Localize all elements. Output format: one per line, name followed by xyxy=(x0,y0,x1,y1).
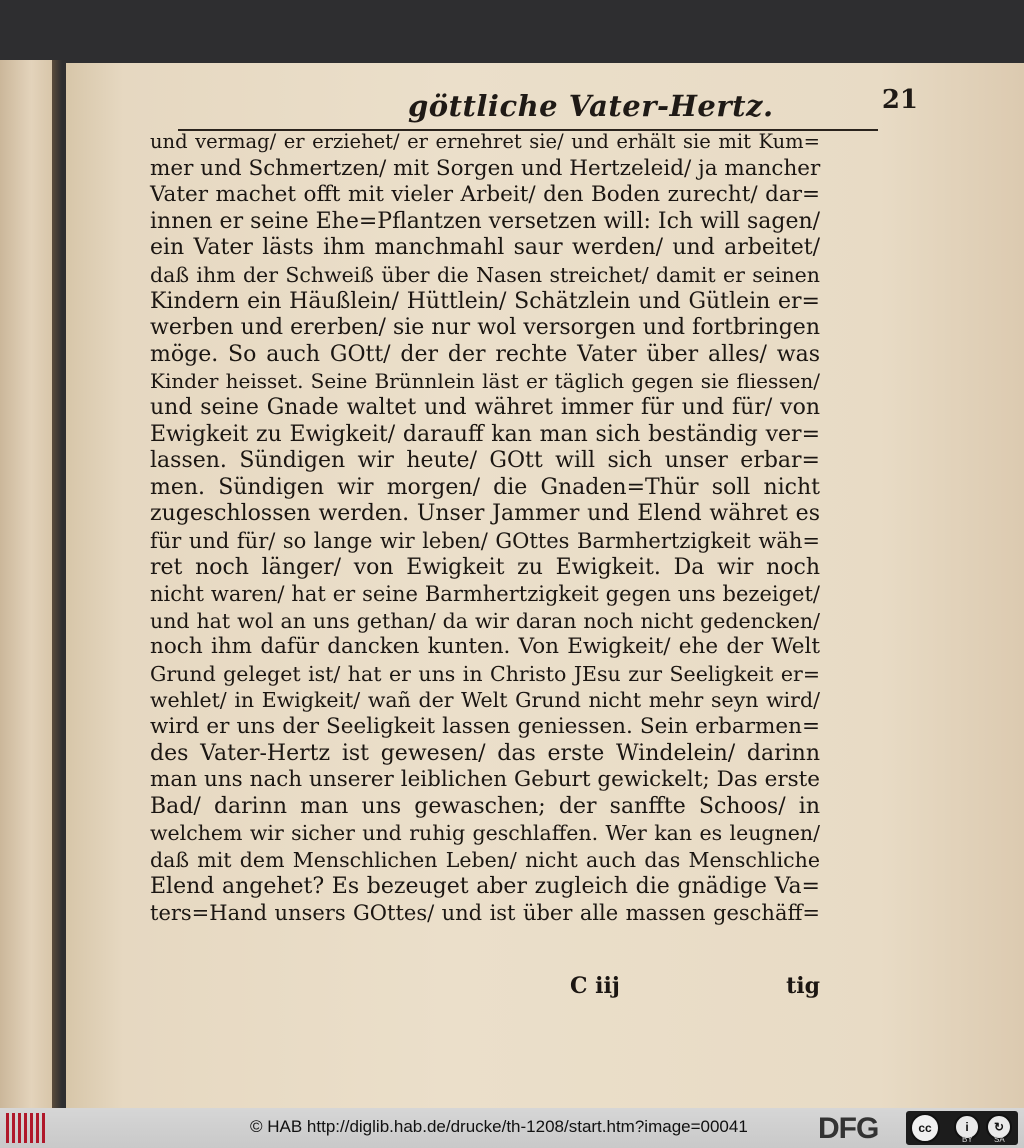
text-line: wird er uns der Seeligkeit lassen geniessen. Sein erbarmen= xyxy=(150,714,820,740)
text-line: Kinder heisset. Seine Brünnlein läst er täglich gegen sie fliessen/ xyxy=(150,369,820,394)
text-line: und hat wol an uns gethan/ da wir daran noch nicht gedencken/ xyxy=(150,608,820,633)
text-line: ters=Hand unsers GOttes/ und ist über alle massen geschäff= xyxy=(150,901,820,926)
running-title: göttliche Vater-Hertz. xyxy=(408,89,774,123)
credit-link[interactable]: © HAB http://diglib.hab.de/drucke/th-1208/start.htm?image=00041 xyxy=(250,1117,748,1136)
text-line: Bad/ darinn man uns gewaschen; der sanffte Schoos/ in xyxy=(150,793,820,819)
gutter-shadow xyxy=(52,60,62,1110)
catchword: tig xyxy=(786,973,820,999)
text-line: mer und Schmertzen/ mit Sorgen und Hertzeleid/ ja mancher xyxy=(150,155,821,181)
text-line: Grund geleget ist/ hat er uns in Christo JEsu zur Seeligkeit er= xyxy=(150,661,820,686)
text-line: zugeschlossen werden. Unser Jammer und Elend währet es xyxy=(150,501,820,527)
hab-barcode-logo xyxy=(6,1113,46,1143)
text-line: Vater machet offt mit vieler Arbeit/ den Boden zurecht/ dar= xyxy=(150,182,820,208)
dfg-logo: DFG xyxy=(818,1112,879,1145)
text-line: nicht waren/ hat er seine Barmhertzigkeit gegen uns bezeiget/ xyxy=(150,582,820,607)
text-line: Elend angehet? Es bezeuget aber zugleich die gnädige Va= xyxy=(150,873,820,899)
text-line: innen er seine Ehe=Pflantzen versetzen will: Ich will sagen/ xyxy=(150,208,821,234)
sa-label: SA xyxy=(994,1135,1005,1144)
signature-mark: C iij xyxy=(570,973,620,999)
cc-license-badge[interactable] xyxy=(906,1111,1018,1145)
text-line: lassen. Sündigen wir heute/ GOtt will sich unser erbar= xyxy=(150,448,820,474)
text-line: noch ihm dafür dancken kunten. Von Ewigkeit/ ehe der Welt xyxy=(150,634,820,660)
text-line: werben und ererben/ sie nur wol versorgen und fortbringen xyxy=(150,315,820,341)
footer-bar xyxy=(0,1108,1024,1148)
attribution-icon: i xyxy=(954,1114,980,1140)
text-line: welchem wir sicher und ruhig geschlaffen. Wer kan es leugnen/ xyxy=(150,821,820,846)
text-line: ein Vater lästs ihm manchmahl saur werden/ und arbeitet/ xyxy=(150,235,820,261)
text-line: möge. So auch GOtt/ der der rechte Vater über alles/ was xyxy=(150,341,820,367)
text-line: daß mit dem Menschlichen Leben/ nicht auch das Menschliche xyxy=(150,848,820,873)
body-text xyxy=(150,129,820,927)
page-number: 21 xyxy=(881,85,918,115)
by-label: BY xyxy=(962,1135,973,1144)
text-line: des Vater-Hertz ist gewesen/ das erste Windelein/ darinn xyxy=(150,740,820,766)
text-line: men. Sündigen wir morgen/ die Gnaden=Thür soll nicht xyxy=(150,474,820,500)
text-line: und vermag/ er erziehet/ er ernehret sie/ und erhält sie mit Kum= xyxy=(150,130,820,153)
previous-page-edge xyxy=(0,60,52,1110)
cc-icon: cc xyxy=(910,1113,940,1143)
catchline xyxy=(150,973,820,1001)
text-line: und seine Gnade waltet und währet immer für und für/ von xyxy=(150,394,820,420)
text-line: daß ihm der Schweiß über die Nasen streichet/ damit er seinen xyxy=(150,262,820,287)
text-line: ret noch länger/ von Ewigkeit zu Ewigkeit. Da wir noch xyxy=(150,554,820,580)
page-header xyxy=(178,85,918,127)
book-page xyxy=(66,63,1024,1108)
text-line: für und für/ so lange wir leben/ GOttes Barmhertzigkeit wäh= xyxy=(150,528,820,553)
text-line: wehlet/ in Ewigkeit/ wañ der Welt Grund nicht mehr seyn wird/ xyxy=(150,688,820,713)
share-alike-icon: ↻ xyxy=(986,1114,1012,1140)
text-line: Ewigkeit zu Ewigkeit/ darauff kan man sich beständig ver= xyxy=(150,421,820,447)
text-line: man uns nach unserer leiblichen Geburt gewickelt; Das erste xyxy=(150,767,820,793)
text-line: Kindern ein Häußlein/ Hüttlein/ Schätzlein und Gütlein er= xyxy=(150,288,820,314)
